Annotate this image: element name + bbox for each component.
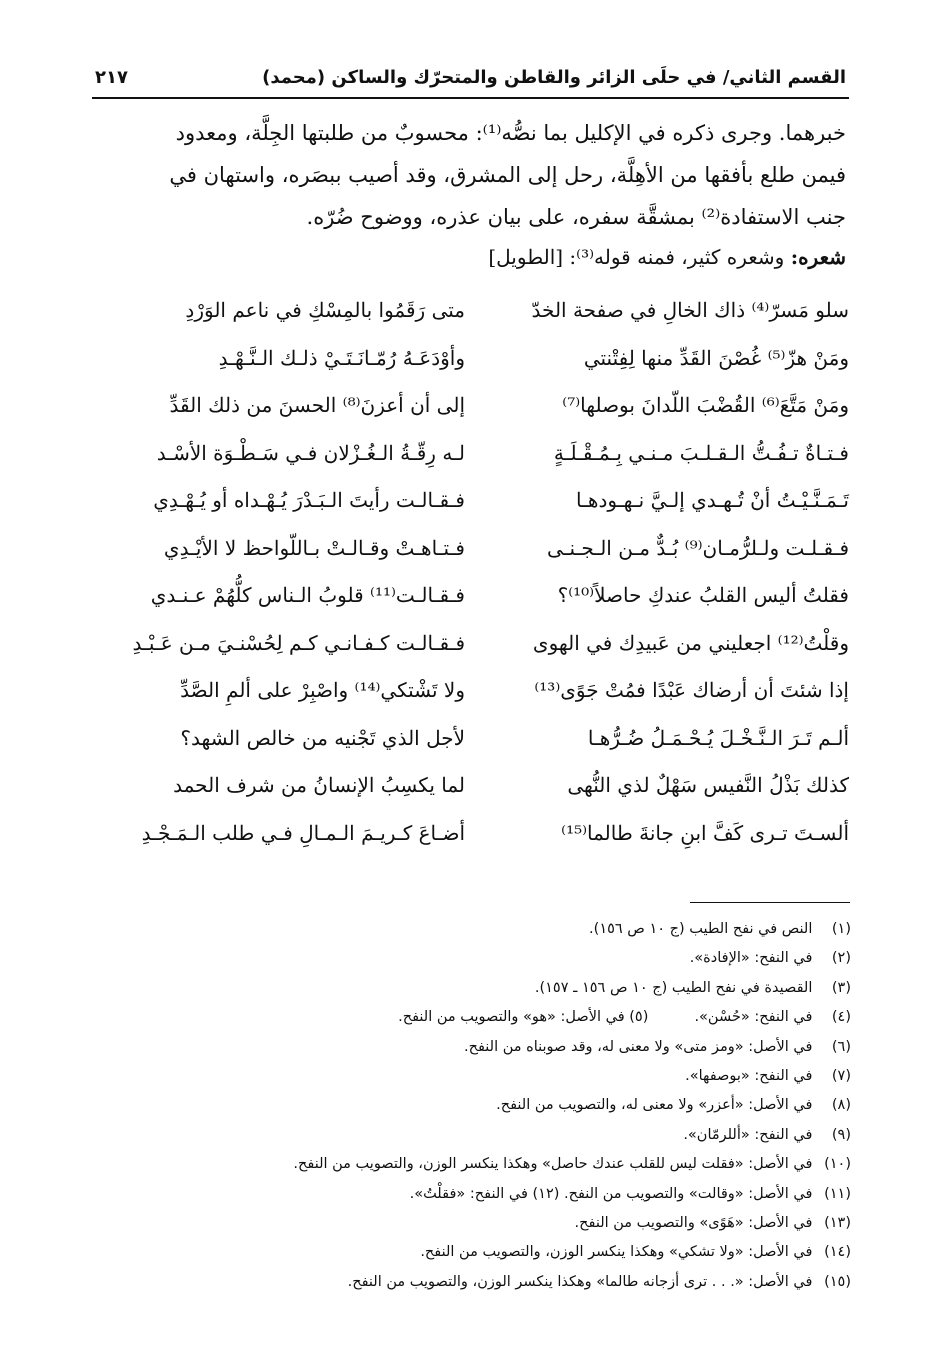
footnote [150,1326,851,1355]
footnote [150,974,851,1003]
verse [100,718,849,766]
footnote-number: (٩) [831,1126,851,1143]
verse-second-hemistich: إلى أن أعزنَ⁽⁸⁾ الحسنَ من ذلك القَدِّ [169,393,465,417]
verse-second-hemistich: فـقـالـت⁽¹¹⁾ قلوبُ الـناس كلُّهُمْ عـنـدي [150,583,465,607]
poem [100,290,849,860]
verse-second-hemistich: فـتـاهـتْ وقـالـتْ بـاللّواحظ لا الأيْـدِي [163,535,465,560]
verse-first-hemistich: فـتـاةٌ تـفُـتُّ الـقـلـبَ مـنـي بِـمُـقْـلَـةٍ [553,440,849,465]
prose-line: جنب الاستفادة⁽²⁾ بمشقَّة سفره، على بيان عذره، ووضوح ضُرّه. [306,205,846,229]
poem-intro-label: شعره: [790,245,846,269]
footnote [150,1121,851,1150]
footnote [150,1238,851,1267]
verse-first-hemistich: فقلتُ أليس القلبُ عندكِ حاصلاً⁽¹⁰⁾؟ [557,583,849,607]
footnote-text: في الأصل: «هَوًى» والتصويب من النفح. [574,1214,813,1231]
prose-line: خبرهما. وجرى ذكره في الإكليل بما نصُّه⁽¹⁾: محسوبٌ من طلبتها الجِلَّة، ومعدود [175,121,846,145]
footnote-text: النص في نفح الطيب (ج ١٠ ص ١٥٦). [589,921,813,937]
prose-line: فيمن طلع بأفقها من الأهِلَّة، رحل إلى المشرق، وقد أصيب ببصَره، واستهان في [169,163,846,187]
verse [100,528,849,576]
running-title: القسم الثاني/ في حلَى الزائر والقاطن والمتحرّك والساكن (محمد) [262,66,846,88]
footnote-number: (١١) [824,1185,851,1202]
footnote-text: في الأصل: «فقلت ليس للقلب عندك حاصل» وهكذا ينكسر الوزن، والتصويب من النفح. [293,1156,813,1173]
footnote [150,1003,851,1032]
verse-second-hemistich: أضـاعَ كـريـمَ الـمـالِ فـي طلب الـمَـجْـدِ [141,820,465,845]
verse [100,385,849,433]
verse [100,338,849,386]
footnote [150,1150,851,1179]
footnote-text: في الأصل: «ولا تشكي» وهكذا ينكسر الوزن، والتصويب من النفح. [420,1244,813,1261]
footnote-number: (٤) [831,1009,851,1026]
verse-first-hemistich: ألـم تَـرَ الـنَّـخْـلَ يُـحْـمَـلُ ضُـرُّهـا [587,725,849,750]
verse-first-hemistich: ومَنْ مَتَّعَ⁽⁶⁾ القُضْبَ اللّدانَ بوصلها⁽⁷⁾ [562,393,849,417]
verse [100,813,849,861]
footnote-number: (٢) [831,950,851,967]
running-header [95,58,846,96]
footnote [150,944,851,973]
footnote-number: (٨) [831,1097,851,1114]
footnote-number: (١٤) [824,1244,851,1261]
poem-intro-text: وشعره كثير، فمنه قوله⁽³⁾: [الطويل] [488,245,785,269]
prose-paragraph [92,112,846,238]
footnote [150,1209,851,1238]
verse-first-hemistich: إذا شئتَ أن أرضاك عَبْدًا فمُتْ جَوًى⁽¹³⁾ [534,678,849,702]
header-rule [92,97,849,99]
footnote [150,1091,851,1120]
footnote-text: في النفح: «حُسْن». (٥) في الأصل: «هو» والتصويب من النفح. [398,1009,813,1026]
verse-second-hemistich: فـقـالـت كـفـانـي كـم لِحُسْنـيَ مـن عَـبْـدِ [132,630,465,655]
verse-first-hemistich: تَـمَـنَّـيْـتُ أنْ تُـهـدي إلـيَّ نـهـودهـا [575,488,849,512]
verse-first-hemistich: ومَنْ هزّ⁽⁵⁾ غُصْنَ القَدِّ منها لِفِتْنتي [583,345,849,370]
footnote-number: (٦) [831,1038,851,1055]
footnote [150,1268,851,1297]
footnote-text: في النفح: «بوصفها». [685,1067,813,1084]
footnote-text: القصيدة في نفح الطيب (ج ١٠ ص ١٥٦ ـ ١٥٧). [534,979,813,996]
footnote-text: في الأصل: «أعزر» ولا معنى له، والتصويب من النفح. [496,1097,813,1114]
footnote-rule [690,902,850,903]
verse-first-hemistich: ألسـتَ تـرى كَفَّ ابنِ جانةَ طالما⁽¹⁵⁾ [561,820,849,845]
poem-intro [300,242,846,272]
verse-second-hemistich: فـقـالـت رأيتَ الـبَـدْرَ يُـهْـداه أو يُـهْـدِي [153,488,465,512]
verse-second-hemistich: ولا تَشْتكي⁽¹⁴⁾ واصْبِرْ على ألمِ الصَّدِّ [180,678,465,702]
footnote-number: (١٠) [824,1156,851,1173]
verse [100,480,849,528]
footnote [150,1297,851,1326]
footnotes [150,915,851,1356]
verse-second-hemistich: لما يكسِبُ الإنسانُ من شرف الحمد [173,773,465,797]
page-number: ٢١٧ [95,66,128,88]
verse-second-hemistich: وأوْدَعَـهُ رُمّـانَـتَـيْ ذلـك الـنَّـهْـدِ [218,345,465,370]
verse-second-hemistich: لـه رِقّـةُ الـغُـزْلان فـي سَـطْـوَة الأسْـد [156,440,465,465]
verse [100,623,849,671]
footnote-text: في الأصل: «ومز متى» ولا معنى له، وقد صوبناه من النفح. [463,1038,813,1055]
verse [100,765,849,813]
verse-second-hemistich: لأجل الذي تَجْنيه من خالص الشهد؟ [180,725,465,750]
footnote-number: (١) [831,921,851,937]
verse [100,670,849,718]
footnote [150,915,851,944]
verse-first-hemistich: وقلْتُ⁽¹²⁾ اجعليني من عَبيدِك في الهوى [532,630,849,655]
footnote-text: في النفح: «الإفادة». [689,950,813,967]
footnote-text: في الأصل: «وقالت» والتصويب من النفح. (١٢) في النفح: «فقلْتُ». [409,1185,813,1202]
verse-first-hemistich: سلو مَسرّ⁽⁴⁾ ذاك الخالِ في صفحة الخدّ [531,298,849,322]
footnote-number: (٧) [831,1067,851,1084]
verse [100,575,849,623]
footnote [150,1180,851,1209]
verse-first-hemistich: فـقـلـت ولـلرُّمـان⁽⁹⁾ بُـدٌّ مـن الـجـنـى [547,535,849,560]
footnote-text: في الأصل: «. . . ترى أزجانه طالما» وهكذا ينكسر الوزن، والتصويب من النفح. [347,1273,813,1290]
footnote-text: في النفح: «أللرمّان». [683,1126,813,1143]
footnote [150,1033,851,1062]
verse-first-hemistich: كذلك بَذْلُ النَّفيس سَهْلٌ لذي النُّهى [567,773,849,797]
footnote [150,1062,851,1091]
verse [100,290,849,338]
footnote-number: (١٥) [824,1273,851,1290]
footnote-number: (١٣) [824,1214,851,1231]
verse-second-hemistich: متى رَقَمُوا بالمِسْكِ في ناعم الوَرْدِ [185,298,465,322]
verse [100,433,849,481]
footnote-number: (٣) [831,979,851,996]
